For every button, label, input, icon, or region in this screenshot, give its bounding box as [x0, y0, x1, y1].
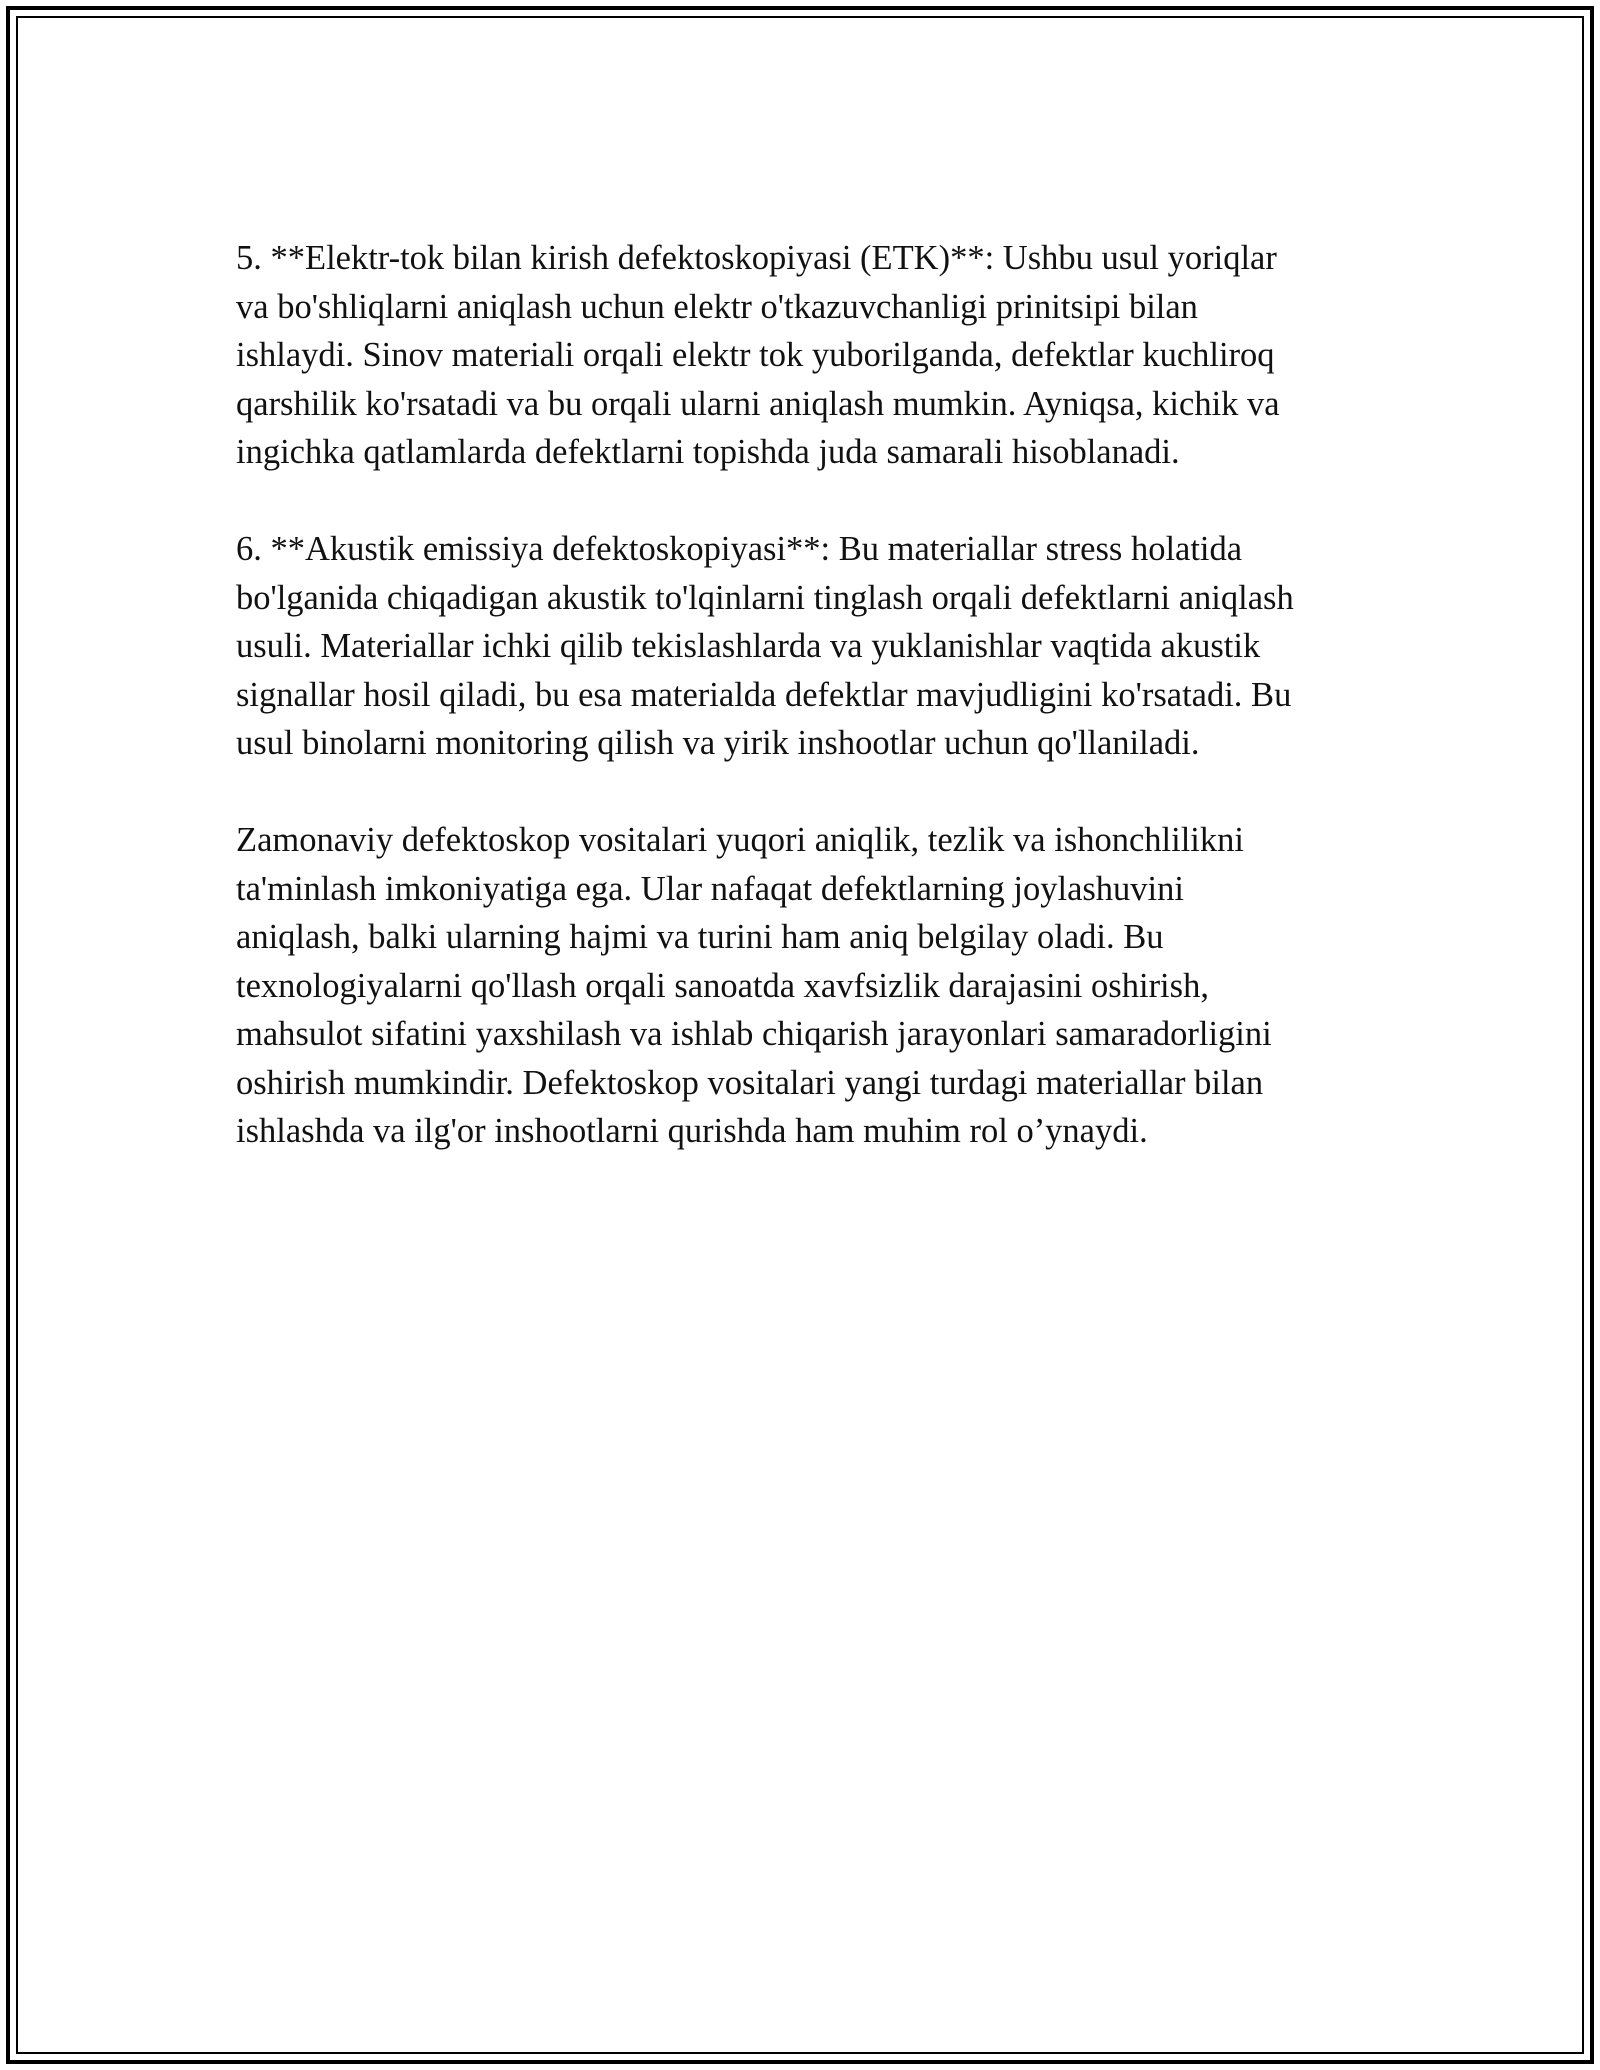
- text-line: ta'minlash imkoniyatiga ega. Ular nafaqat defektlarning joylashuvini: [236, 869, 1184, 908]
- paragraph-etk: [236, 234, 1376, 477]
- text-line: Zamonaviy defektoskop vositalari yuqori aniqlik, tezlik va ishonchlilikni: [236, 821, 1244, 859]
- text-line: usuli. Materiallar ichki qilib tekislashlarda va yuklanishlar vaqtida akustik: [236, 627, 1261, 665]
- text-line: aniqlash, balki ularning hajmi va turini ham aniq belgilay oladi. Bu: [236, 918, 1164, 956]
- text-line: va bo'shliqlarni aniqlash uchun elektr o'tkazuvchanligi prinitsipi bilan: [236, 287, 1198, 326]
- text-line: ingichka qatlamlarda defektlarni topishda juda samarali hisoblanadi.: [236, 433, 1180, 471]
- text-line: texnologiyalarni qo'llash orqali sanoatda xavfsizlik darajasini oshirish,: [236, 966, 1209, 1005]
- text-line: ishlashda va ilg'or inshootlarni qurishda ham muhim rol o’ynaydi.: [236, 1112, 1148, 1150]
- text-line: ishlaydi. Sinov materiali orqali elektr tok yuborilganda, defektlar kuchliroq: [236, 336, 1275, 374]
- document-body: [236, 234, 1376, 1204]
- text-line: 6. **Akustik emissiya defektoskopiyasi**: Bu materiallar stress holatida: [236, 530, 1243, 568]
- text-line: mahsulot sifatini yaxshilash va ishlab chiqarish jarayonlari samaradorligini: [236, 1015, 1272, 1053]
- paragraph-acoustic-emission: [236, 525, 1376, 768]
- text-line: 5. **Elektr-tok bilan kirish defektoskopiyasi (ETK)**: Ushbu usul yoriqlar: [236, 239, 1277, 277]
- text-line: signallar hosil qiladi, bu esa materialda defektlar mavjudligini ko'rsatadi. Bu: [236, 675, 1292, 714]
- paragraph-conclusion: [236, 816, 1376, 1156]
- text-line: oshirish mumkindir. Defektoskop vositalari yangi turdagi materiallar bilan: [236, 1063, 1264, 1102]
- text-line: usul binolarni monitoring qilish va yirik inshootlar uchun qo'llaniladi.: [236, 724, 1200, 762]
- text-line: qarshilik ko'rsatadi va bu orqali ularni aniqlash mumkin. Ayniqsa, kichik va: [236, 384, 1280, 423]
- text-line: bo'lganida chiqadigan akustik to'lqinlarni tinglash orqali defektlarni aniqlash: [236, 578, 1294, 617]
